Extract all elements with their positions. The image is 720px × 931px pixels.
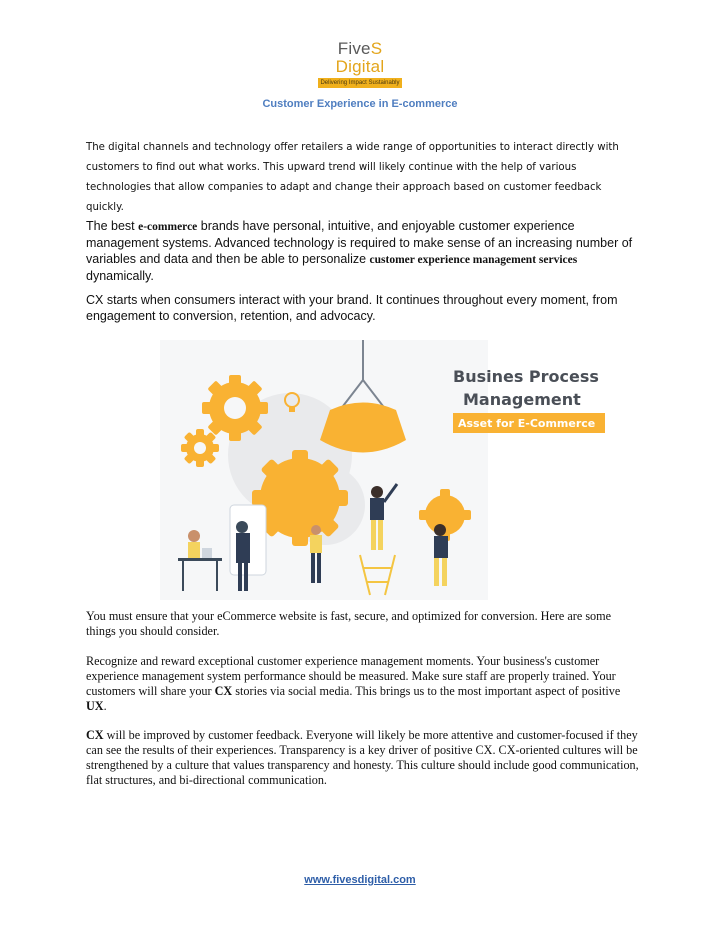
customer-feedback-paragraph	[86, 728, 641, 788]
person-on-ladder	[360, 484, 397, 595]
bold-term-ecommerce: e-commerce	[138, 221, 198, 233]
gear-icon	[202, 375, 268, 441]
illustration-heading-line1: Busines Process	[453, 367, 599, 386]
logo-wordmark	[314, 40, 406, 76]
person-with-phone	[230, 505, 266, 591]
bpm-illustration	[160, 340, 599, 600]
recognize-reward-paragraph	[86, 654, 641, 714]
text-run: stories via social media. This brings us to the most important aspect of positive	[232, 684, 621, 698]
illustration-heading-line2: Management	[463, 390, 581, 409]
logo-wordmark-sdigital: S Digital	[335, 39, 385, 76]
bold-term-cx: CX	[86, 728, 104, 742]
text-run: dynamically.	[86, 269, 154, 283]
person-at-desk	[178, 530, 222, 591]
company-logo	[314, 39, 406, 86]
bold-term-ux: UX	[86, 699, 104, 713]
bold-term-cx-services: customer experience management services	[369, 254, 578, 266]
text-run: brands have personal, intuitive, and enjoyable customer experience management systems. Advanced technology is required to make sense of an increasing number of variables and data and then be able to personalize	[86, 219, 633, 266]
ecommerce-brands-paragraph	[86, 218, 641, 284]
gear-icon	[181, 429, 219, 467]
text-run: Recognize and reward exceptional customer experience management moments. Your business's customer experience management system performance should be measured. Make sure staff are properly trained. Your customers will share your	[86, 654, 616, 698]
bpm-illustration-art	[160, 340, 599, 600]
page-title: Customer Experience in E-commerce	[262, 98, 458, 110]
illustration-badge: Asset for E-Commerce	[458, 417, 596, 430]
bold-term-cx: CX	[214, 684, 233, 698]
text-run: .	[103, 699, 107, 713]
cx-starts-paragraph: CX starts when consumers interact with your brand. It continues throughout every moment, from engagement to conversion, retention, and advocacy.	[86, 293, 618, 323]
intro-paragraph: The digital channels and technology offer retailers a wide range of opportunities to interact directly with customers to find out what works. This upward trend will likely continue with the help of various technologies that allow companies to adapt and change their approach based on customer feedback quickly.	[86, 142, 619, 213]
text-run: will be improved by customer feedback. Everyone will likely be more attentive and customer-focused if they can see the results of their experiences. Transparency is a key driver of positive CX. CX-oriented cultures will be strengthened by a culture that values transparency and honesty. This culture should include good communication, flat structures, and bi-directional communication.	[86, 728, 639, 787]
logo-wordmark-five: Five	[337, 39, 371, 58]
website-link[interactable]: www.fivesdigital.com	[304, 874, 416, 886]
logo-tagline: Delivering Impact Sustainably	[318, 78, 402, 88]
text-run: The best	[86, 219, 139, 233]
ecommerce-website-paragraph: You must ensure that your eCommerce website is fast, secure, and optimized for conversion. Here are some things you should consider.	[86, 609, 612, 638]
